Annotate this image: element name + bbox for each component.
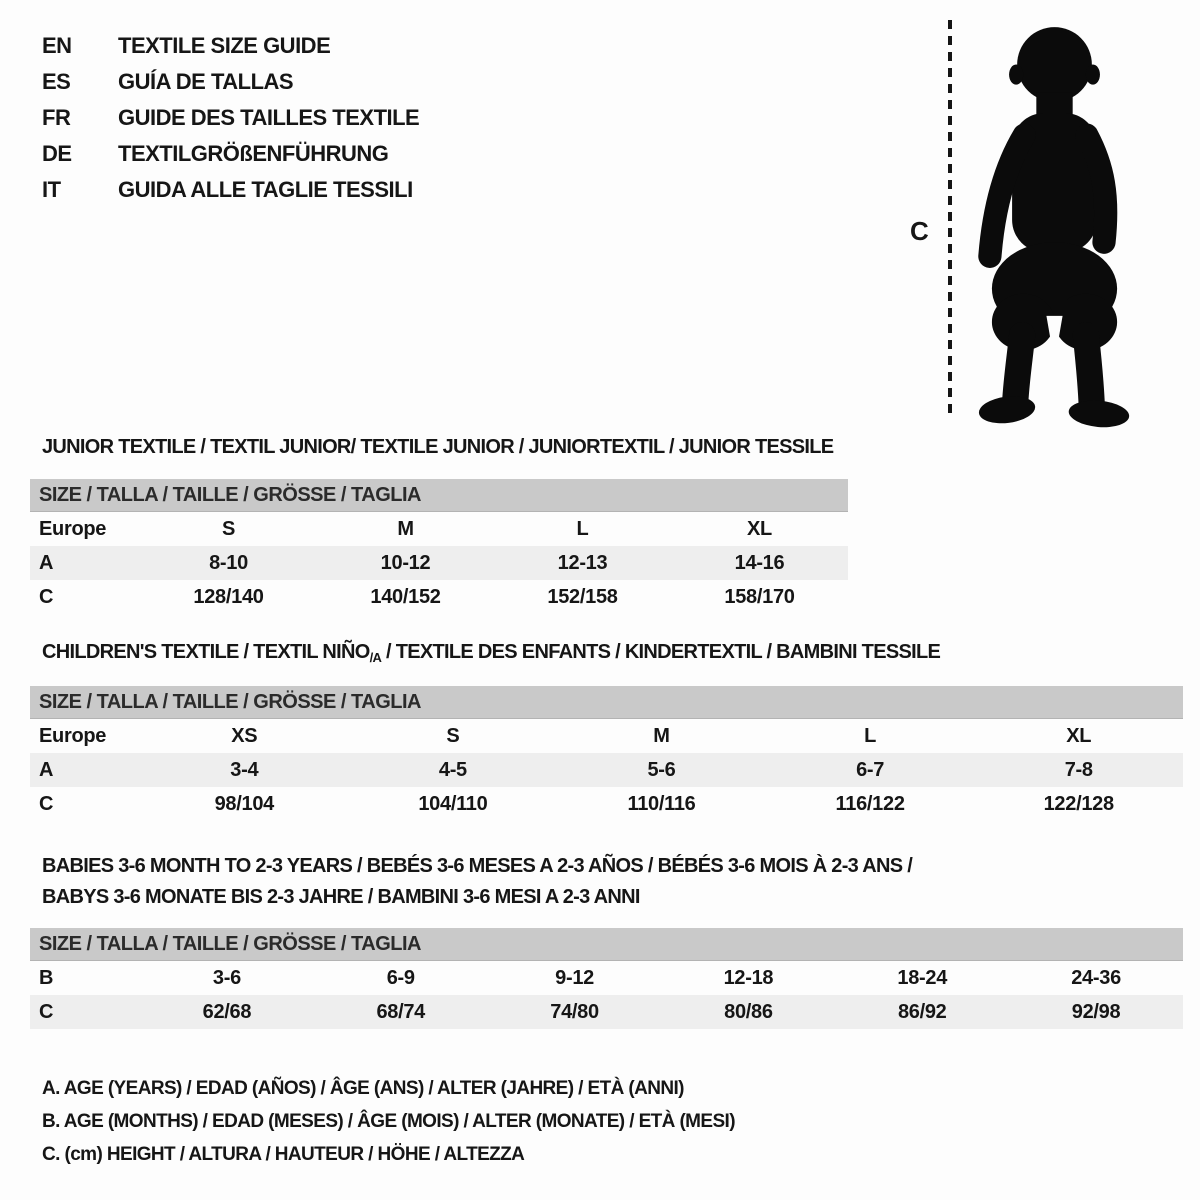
table-cell: S	[446, 724, 460, 747]
table-cell: 14-16	[734, 551, 785, 574]
language-code: FR	[42, 105, 71, 130]
language-row-fr	[42, 100, 419, 136]
table-cell: XL	[747, 517, 772, 540]
title-rest: / TEXTILE DES ENFANTS / KINDERTEXTIL / BAMBINI TESSILE	[381, 641, 941, 663]
language-title: GUÍA DE TALLAS	[118, 69, 294, 94]
language-row-de	[42, 136, 419, 172]
table-cell: 10-12	[380, 551, 431, 574]
table-cell: 116/122	[835, 792, 905, 815]
table-cell: 24-36	[1071, 966, 1121, 989]
language-title-list	[42, 28, 419, 208]
table-row-age	[30, 546, 848, 580]
language-title: GUIDA ALLE TAGLIE TESSILI	[118, 177, 413, 202]
table-cell: 158/170	[724, 585, 795, 608]
row-label: Europe	[39, 724, 107, 747]
table-cell: 3-4	[230, 758, 259, 781]
language-row-en	[42, 28, 419, 64]
language-title: GUIDE DES TAILLES TEXTILE	[118, 105, 420, 130]
table-cell: 140/152	[370, 585, 441, 608]
title-line-2: BABYS 3-6 MONATE BIS 2-3 JAHRE / BAMBINI 3-6 MESI A 2-3 ANNI	[42, 886, 640, 908]
height-measure-label: C	[910, 216, 929, 246]
table-cell: 122/128	[1043, 792, 1114, 815]
table-row-height	[30, 580, 848, 614]
table-cell: 12-18	[723, 966, 774, 989]
legend-line-age-months: B. AGE (MONTHS) / EDAD (MESES) / ÂGE (MOIS) / ALTER (MONATE) / ETÀ (MESI)	[42, 1111, 735, 1132]
section-title-children	[42, 641, 940, 665]
section-title-junior: JUNIOR TEXTILE / TEXTIL JUNIOR/ TEXTILE JUNIOR / JUNIORTEXTIL / JUNIOR TESSILE	[42, 436, 834, 458]
table-row-months	[30, 961, 1183, 995]
table-cell: 74/80	[550, 1000, 599, 1023]
language-title: TEXTILE SIZE GUIDE	[118, 33, 331, 58]
table-row-height	[30, 787, 1183, 821]
row-label: B	[39, 966, 54, 989]
table-cell: 86/92	[897, 1000, 947, 1023]
row-label: C	[39, 792, 54, 815]
toddler-silhouette-icon	[964, 14, 1144, 428]
title-subscript: /A	[369, 650, 382, 665]
title-line-1: BABIES 3-6 MONTH TO 2-3 YEARS / BEBÉS 3-6 MESES A 2-3 AÑOS / BÉBÉS 3-6 MOIS À 2-3 ANS /	[42, 855, 913, 877]
measurement-legend	[42, 1072, 735, 1171]
height-figure	[900, 0, 1200, 440]
row-label: C	[39, 585, 54, 608]
table-cell: 18-24	[897, 966, 948, 989]
table-cell: 80/86	[724, 1000, 773, 1023]
legend-line-height: C. (cm) HEIGHT / ALTURA / HAUTEUR / HÖHE / ALTEZZA	[42, 1144, 525, 1165]
language-row-it	[42, 172, 419, 208]
table-cell: 9-12	[555, 966, 594, 989]
row-label: A	[39, 758, 54, 781]
table-cell: 128/140	[193, 585, 264, 608]
table-cell: 68/74	[376, 1000, 426, 1023]
junior-size-table	[30, 479, 848, 614]
table-row-age	[30, 753, 1183, 787]
language-row-es	[42, 64, 419, 100]
table-cell: 98/104	[214, 792, 274, 815]
table-cell: M	[397, 517, 414, 540]
language-code: IT	[42, 177, 61, 202]
table-cell: 92/98	[1071, 1000, 1121, 1023]
table-cell: L	[576, 517, 589, 540]
row-label: A	[39, 551, 54, 574]
table-cell: 62/68	[202, 1000, 252, 1023]
language-code: DE	[42, 141, 72, 166]
size-table-header: SIZE / TALLA / TAILLE / GRÖSSE / TAGLIA	[30, 928, 1183, 961]
row-label: Europe	[39, 517, 107, 540]
size-table-header: SIZE / TALLA / TAILLE / GRÖSSE / TAGLIA	[30, 479, 848, 512]
table-cell: L	[864, 724, 877, 747]
table-cell: 6-9	[386, 966, 415, 989]
title-main: CHILDREN'S TEXTILE / TEXTIL NIÑO	[42, 641, 370, 663]
language-title: TEXTILGRÖßENFÜHRUNG	[118, 141, 389, 166]
table-cell: M	[653, 724, 670, 747]
babies-size-table	[30, 928, 1183, 1029]
row-label: C	[39, 1000, 54, 1023]
section-title-babies	[42, 851, 912, 913]
table-cell: XL	[1066, 724, 1092, 747]
table-cell: 110/116	[627, 792, 696, 815]
table-row-europe	[30, 719, 1183, 753]
table-cell: 8-10	[209, 551, 248, 574]
table-cell: 7-8	[1064, 758, 1093, 781]
table-cell: 3-6	[212, 966, 241, 989]
table-cell: S	[221, 517, 236, 540]
table-cell: 12-13	[557, 551, 608, 574]
table-cell: 104/110	[418, 792, 488, 815]
table-row-height	[30, 995, 1183, 1029]
language-code: ES	[42, 69, 71, 94]
table-cell: 5-6	[647, 758, 676, 781]
table-cell: 4-5	[438, 758, 467, 781]
height-measure-dashed-line	[948, 20, 952, 414]
legend-line-age-years: A. AGE (YEARS) / EDAD (AÑOS) / ÂGE (ANS) / ALTER (JAHRE) / ETÀ (ANNI)	[42, 1078, 684, 1099]
children-size-table	[30, 686, 1183, 821]
table-cell: 6-7	[856, 758, 885, 781]
language-code: EN	[42, 33, 72, 58]
table-cell: XS	[231, 724, 258, 747]
size-table-header: SIZE / TALLA / TAILLE / GRÖSSE / TAGLIA	[30, 686, 1183, 719]
table-cell: 152/158	[547, 585, 618, 608]
table-row-europe	[30, 512, 848, 546]
